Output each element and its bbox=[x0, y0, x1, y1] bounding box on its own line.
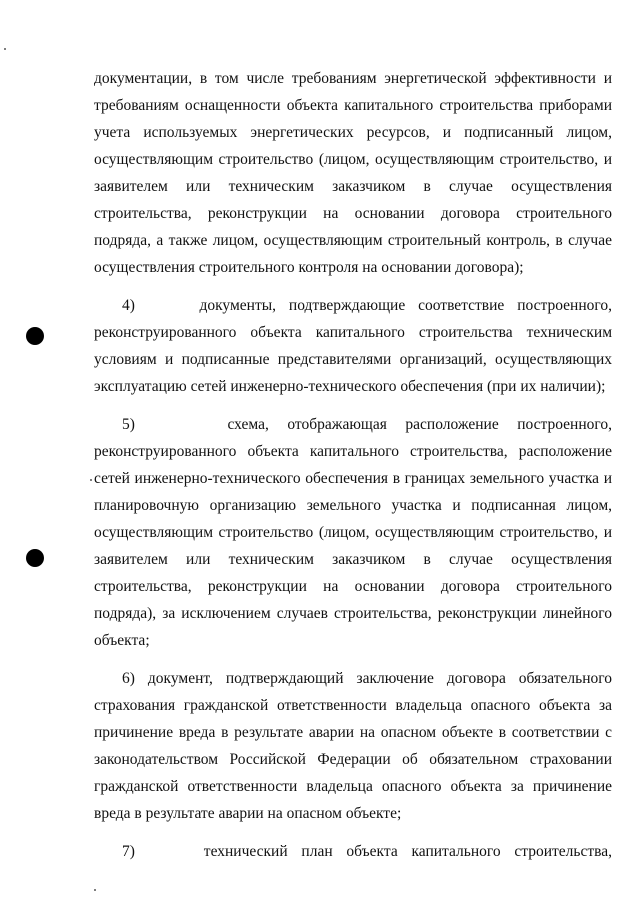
paragraph-item-5-line-5: осуществляющим строительство (лицом, осуществляющим строительство, и bbox=[94, 524, 612, 541]
paragraph-1-line-6: строительства, реконструкции на основании договора строительного bbox=[94, 205, 612, 222]
scan-speck bbox=[94, 889, 96, 891]
paragraph-item-5-line-6: заявителем или техническим заказчиком в случае осуществления bbox=[94, 551, 612, 568]
punch-hole-top bbox=[26, 327, 44, 345]
paragraph-item-4-line-2: реконструированного объекта капитального строительства техническим bbox=[94, 324, 612, 341]
paragraph-1-line-3: учета используемых энергетических ресурсов, и подписанный лицом, bbox=[94, 124, 612, 141]
paragraph-item-5-line-2: реконструированного объекта капитального строительства, расположение bbox=[94, 443, 612, 460]
paragraph-item-6-line-5: гражданской ответственности владельца опасного объекта за причинение bbox=[94, 778, 612, 795]
paragraph-item-6-line-2: страхования гражданской ответственности владельца опасного объекта за bbox=[94, 697, 612, 714]
paragraph-item-5-line-4: планировочную организацию земельного участка и подписанная лицом, bbox=[94, 497, 612, 514]
paragraph-1-line-7: подряда, а также лицом, осуществляющим строительный контроль, в случае bbox=[94, 232, 612, 249]
paragraph-item-5-line-9: объекта; bbox=[94, 632, 150, 649]
paragraph-item-4-line-4: эксплуатацию сетей инженерно-технического обеспечения (при их наличии); bbox=[94, 378, 606, 395]
paragraph-1-line-1: документации, в том числе требованиям энергетической эффективности и bbox=[94, 70, 612, 87]
paragraph-item-4-line-1: 4) документы, подтверждающие соответствие построенного, bbox=[122, 297, 612, 314]
paragraph-item-6-line-1: 6) документ, подтверждающий заключение договора обязательного bbox=[122, 670, 612, 687]
scan-speck bbox=[90, 479, 92, 481]
punch-hole-bottom bbox=[26, 549, 44, 567]
paragraph-item-5-line-3: сетей инженерно-технического обеспечения в границах земельного участка и bbox=[94, 470, 612, 487]
paragraph-item-4-line-3: условиям и подписанные представителями организаций, осуществляющих bbox=[94, 351, 612, 368]
paragraph-item-6-line-3: причинение вреда в результате аварии на опасном объекте в соответствии с bbox=[94, 724, 612, 741]
paragraph-item-6-line-4: законодательством Российской Федерации об обязательном страховании bbox=[94, 751, 612, 768]
scan-speck bbox=[4, 48, 6, 50]
paragraph-item-6-line-6: вреда в результате аварии на опасном объекте; bbox=[94, 805, 402, 822]
paragraph-item-5-line-7: строительства, реконструкции на основании договора строительного bbox=[94, 578, 612, 595]
paragraph-1-line-5: заявителем или техническим заказчиком в случае осуществления bbox=[94, 178, 612, 195]
paragraph-item-5-line-8: подряда), за исключением случаев строительства, реконструкции линейного bbox=[94, 605, 612, 622]
paragraph-item-5-line-1: 5) схема, отображающая расположение построенного, bbox=[122, 416, 612, 433]
paragraph-1-line-8: осуществления строительного контроля на основании договора); bbox=[94, 259, 524, 276]
paragraph-1-line-4: осуществляющим строительство (лицом, осуществляющим строительство, и bbox=[94, 151, 612, 168]
paragraph-item-7-line-1: 7) технический план объекта капитального строительства, bbox=[122, 843, 612, 860]
paragraph-1-line-2: требованиям оснащенности объекта капитального строительства приборами bbox=[94, 97, 612, 114]
